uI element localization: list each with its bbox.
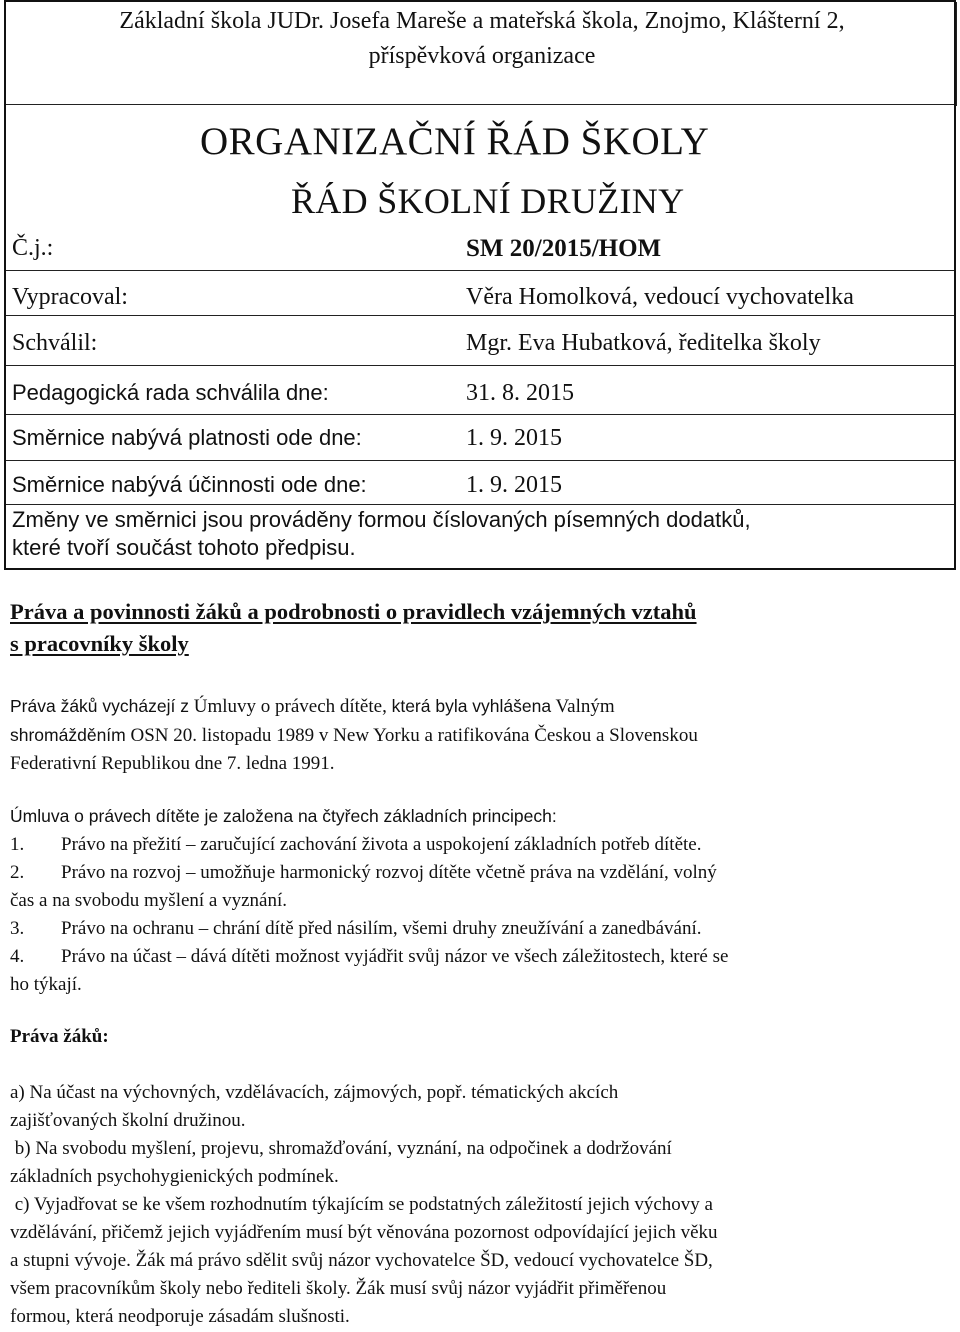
intro-fragment: Valným bbox=[551, 696, 615, 717]
principles-list bbox=[10, 831, 940, 999]
council-value: 31. 8. 2015 bbox=[466, 380, 574, 406]
principles-intro bbox=[10, 802, 940, 831]
intro-line2 bbox=[10, 721, 940, 750]
section-title-line2: s pracovníky školy bbox=[10, 631, 189, 656]
intro-line1 bbox=[10, 692, 940, 721]
header-right-border bbox=[956, 2, 957, 106]
document-body bbox=[10, 596, 940, 1331]
row-divider bbox=[462, 315, 954, 316]
council-label: Pedagogická rada schválila dne: bbox=[12, 380, 329, 405]
validity-label: Směrnice nabývá platnosti ode dne: bbox=[12, 425, 362, 450]
rights-item-c-cont: a stupni vývoje. Žák má právo sdělit svůj názor vychovatelce ŠD, vedoucí vychovatelce ŠD, bbox=[10, 1250, 713, 1271]
effect-value: 1. 9. 2015 bbox=[466, 472, 562, 498]
list-number: 1. bbox=[10, 834, 25, 855]
row-divider bbox=[6, 315, 466, 316]
school-name-line2: příspěvková organizace bbox=[368, 43, 596, 69]
cj-label: Č.j.: bbox=[12, 235, 54, 261]
header-divider bbox=[6, 104, 954, 105]
validity-value: 1. 9. 2015 bbox=[466, 425, 562, 451]
effect-label: Směrnice nabývá účinnosti ode dne: bbox=[12, 472, 367, 497]
document-header-table bbox=[4, 0, 956, 570]
list-item bbox=[10, 915, 940, 943]
school-name-line1: Základní škola JUDr. Josefa Mareše a mateřská škola, Znojmo, Klášterní 2, bbox=[119, 8, 845, 34]
list-item bbox=[10, 943, 940, 971]
changes-note-line1: Změny ve směrnici jsou prováděny formou číslovaných písemných dodatků, bbox=[12, 507, 751, 532]
rights-item-b: b) Na svobodu myšlení, projevu, shromažďování, vyznání, na odpočinek a dodržování bbox=[10, 1138, 672, 1159]
list-number: 3. bbox=[10, 918, 25, 939]
list-number: 4. bbox=[10, 946, 25, 967]
rights-heading: Práva žáků: bbox=[10, 1026, 109, 1047]
intro-fragment: která byla vyhlášena bbox=[391, 696, 552, 716]
row-divider bbox=[6, 270, 466, 271]
intro-fragment: shromážděním bbox=[10, 725, 126, 745]
list-item bbox=[10, 859, 940, 887]
rights-item-b-cont: základních psychohygienických podmínek. bbox=[10, 1166, 339, 1187]
list-text: Právo na přežití – zaručující zachování života a uspokojení základních potřeb dítěte. bbox=[61, 834, 702, 855]
section-title-line1: Práva a povinnosti žáků a podrobnosti o pravidlech vzájemných vztahů bbox=[10, 599, 697, 624]
rights-item-c-cont: všem pracovníkům školy nebo řediteli školy. Žák musí svůj názor vyjádřit přiměřenou bbox=[10, 1278, 667, 1299]
row-divider bbox=[6, 504, 954, 505]
intro-line3: Federativní Republikou dne 7. ledna 1991. bbox=[10, 753, 335, 774]
rights-item-a: a) Na účast na výchovných, vzdělávacích, zájmových, popř. tématických akcích bbox=[10, 1082, 619, 1103]
row-divider bbox=[462, 270, 954, 271]
rights-item-a-cont: zajišťovaných školní družinou. bbox=[10, 1110, 246, 1131]
row-divider bbox=[6, 460, 954, 461]
cj-value: SM 20/2015/HOM bbox=[466, 235, 662, 262]
list-number: 2. bbox=[10, 862, 25, 883]
principles-intro-text: Úmluva o právech dítěte je založena na čtyřech základních principech: bbox=[10, 806, 557, 826]
changes-note-line2: které tvoří součást tohoto předpisu. bbox=[12, 535, 356, 560]
rights-item-c: c) Vyjadřovat se ke všem rozhodnutím týkajícím se podstatných záležitostí jejich výchovy a bbox=[10, 1194, 713, 1215]
intro-fragment: Úmluvy o právech dítěte, bbox=[188, 696, 392, 717]
list-item bbox=[10, 831, 940, 859]
approved-value: Mgr. Eva Hubatková, ředitelka školy bbox=[466, 330, 821, 356]
list-item-continuation: ho týkají. bbox=[10, 974, 82, 995]
prepared-value: Věra Homolková, vedoucí vychovatelka bbox=[466, 284, 854, 310]
document-subtitle: ŘÁD ŠKOLNÍ DRUŽINY bbox=[291, 181, 685, 221]
document-title: ORGANIZAČNÍ ŘÁD ŠKOLY bbox=[200, 120, 710, 163]
intro-fragment: Práva žáků vycházejí z bbox=[10, 696, 189, 716]
rights-list bbox=[10, 1079, 940, 1331]
row-divider bbox=[6, 365, 954, 366]
list-text: Právo na ochranu – chrání dítě před násilím, všemi druhy zneužívání a zanedbávání. bbox=[61, 918, 702, 939]
list-text: Právo na rozvoj – umožňuje harmonický rozvoj dítěte včetně práva na vzdělání, volný bbox=[61, 862, 717, 883]
rights-item-c-cont: vzdělávání, přičemž jejich vyjádřením musí být věnována pozornost odpovídající jejich věku bbox=[10, 1222, 718, 1243]
rights-item-c-cont: formou, která neodporuje zásadám slušnosti. bbox=[10, 1306, 350, 1327]
approved-label: Schválil: bbox=[12, 330, 98, 356]
list-item-continuation: čas a na svobodu myšlení a vyznání. bbox=[10, 890, 288, 911]
intro-fragment: OSN 20. listopadu 1989 v New Yorku a ratifikována Českou a Slovenskou bbox=[125, 725, 698, 746]
row-divider bbox=[6, 414, 954, 415]
prepared-label: Vypracoval: bbox=[12, 284, 128, 310]
list-text: Právo na účast – dává dítěti možnost vyjádřit svůj názor ve všech záležitostech, které se bbox=[61, 946, 729, 967]
